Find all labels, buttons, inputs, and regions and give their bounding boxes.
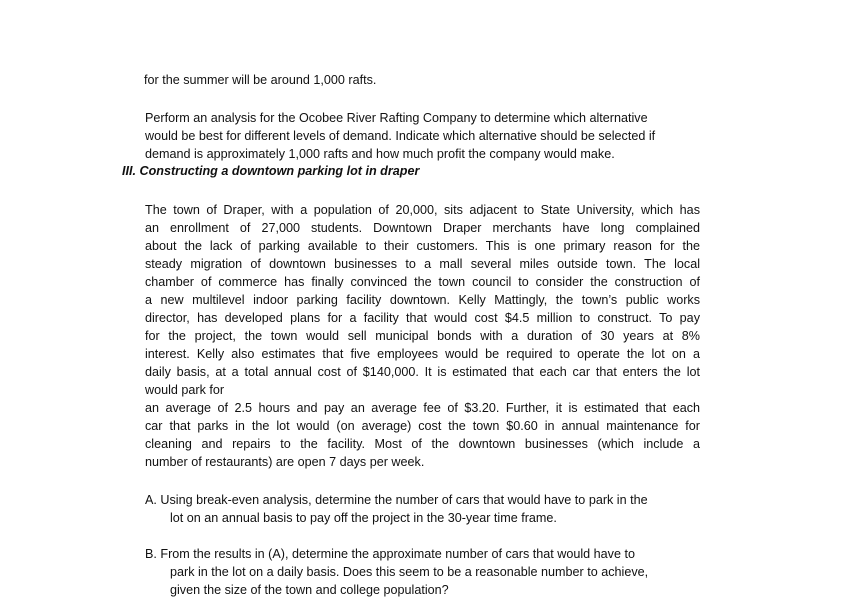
intro-tail-text: for the summer will be around 1,000 rafts.	[144, 73, 377, 87]
question-line: given the size of the town and college population?	[170, 583, 449, 597]
question-line: park in the lot on a daily basis. Does this seem to be a reasonable number to achieve,	[170, 565, 649, 579]
paragraph-line: steady migration of downtown businesses to a mall several miles outside town. The local	[145, 257, 700, 271]
section-heading: III. Constructing a downtown parking lot in draper	[122, 164, 420, 178]
paragraph-line: an enrollment of 27,000 students. Downtown Draper merchants have long complained	[145, 221, 700, 235]
paragraph-line: for the project, the town would sell municipal bonds with a duration of 30 years at 8%	[145, 329, 700, 343]
paragraph-line: cleaning and repairs to the facility. Most of the downtown businesses (which include a	[145, 437, 700, 451]
paragraph-line: The town of Draper, with a population of 20,000, sits adjacent to State University, which has	[145, 203, 700, 217]
paragraph-line: interest. Kelly also estimates that five employees would be required to operate the lot on a	[145, 347, 700, 361]
paragraph-line: about the lack of parking available to their customers. This is one primary reason for the	[145, 239, 700, 253]
paragraph-line: Perform an analysis for the Ocobee River Rafting Company to determine which alternative	[145, 111, 648, 125]
paragraph-line: would park for	[145, 383, 225, 397]
paragraph-line: number of restaurants) are open 7 days per week.	[145, 455, 425, 469]
paragraph-line: daily basis, at a total annual cost of $140,000. It is estimated that each car that enters the lot	[145, 365, 700, 379]
paragraph-line: a new multilevel indoor parking facility downtown. Kelly Mattingly, the town’s public works	[145, 293, 700, 307]
paragraph-line: demand is approximately 1,000 rafts and how much profit the company would make.	[145, 147, 615, 161]
paragraph-line: chamber of commerce has finally convinced the town council to consider the construction of	[145, 275, 700, 289]
question-line: B. From the results in (A), determine the approximate number of cars that would have to	[145, 547, 635, 561]
paragraph-line: would be best for different levels of demand. Indicate which alternative should be selected if	[145, 129, 656, 143]
question-line: lot on an annual basis to pay off the project in the 30-year time frame.	[170, 511, 557, 525]
paragraph-line: car that parks in the lot would (on average) cost the town $0.60 in annual maintenance for	[145, 419, 700, 433]
paragraph-line: an average of 2.5 hours and pay an average fee of $3.20. Further, it is estimated that each	[145, 401, 700, 415]
question-line: A. Using break-even analysis, determine the number of cars that would have to park in the	[145, 493, 648, 507]
paragraph-line: director, has developed plans for a facility that would cost $4.5 million to construct. To pay	[145, 311, 700, 325]
